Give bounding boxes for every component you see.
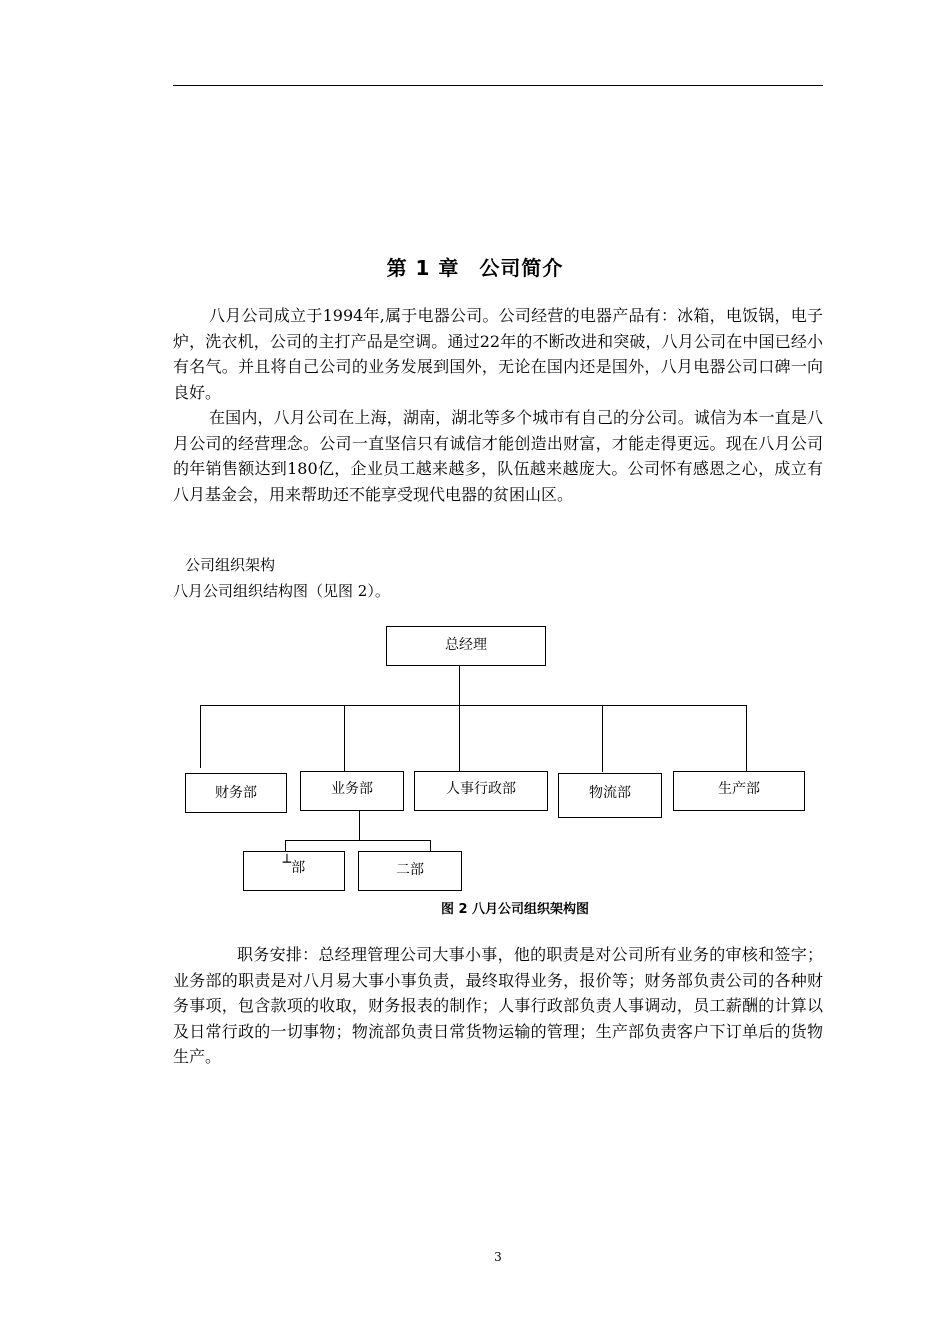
general-manager-label: 总经理: [445, 637, 487, 653]
connector-line: [359, 810, 360, 841]
connector-line: [200, 705, 201, 768]
figure-reference: 八月公司组织结构图（见图 2）。: [173, 582, 390, 600]
finance-dept-label: 财务部: [215, 785, 257, 801]
logistics-dept-label: 物流部: [589, 785, 631, 801]
general-manager-box: [386, 626, 546, 666]
production-dept-label: 生产部: [718, 781, 760, 797]
finance-dept-box: [185, 773, 287, 813]
page-number: 3: [494, 1250, 502, 1264]
duties-paragraph: 职务安排：总经理管理公司大事小事，他的职责是对公司所有业务的审核和签字；业务部的职责是对八月易大事小事负责，最终取得业务，报价等；财务部负责公司的各种财务事项，包含款项的收取，财务报表的制作；人事行政部负责人事调动，员工薪酬的计算以及日常行政的一切事物；物流部负责日常货物运输的管理；生产部负责客户下订单后的货物生产。: [173, 945, 823, 1066]
connector-line: [459, 705, 460, 772]
production-dept-box: [673, 771, 805, 811]
connector-line: [285, 840, 431, 841]
chapter-name: 公司简介: [479, 256, 564, 280]
connector-line: [200, 705, 746, 706]
business-dept-box: [300, 771, 404, 811]
section-heading: 公司组织架构: [185, 556, 276, 574]
intro-paragraph: 八月公司成立于1994年,属于电器公司。公司经营的电器产品有：冰箱，电饭锅，电子炉，洗衣机，公司的主打产品是空调。通过22年的不断改进和突破，八月公司在中国已经小有名气。并且将自己公司的业务发展到国外，无论在国内还是国外，八月电器公司口碑一向良好。: [173, 306, 823, 402]
sub-dept-one-box: [243, 851, 345, 891]
business-dept-label: 业务部: [331, 781, 373, 797]
header-rule: [173, 85, 823, 86]
connector-line: [430, 840, 431, 851]
connector-line: [602, 705, 603, 772]
sub-dept-one-label: 部: [291, 860, 306, 876]
connector-line: [459, 666, 460, 706]
hr-admin-dept-box: [414, 771, 548, 811]
figure-caption: 图 2 八月公司组织架构图: [440, 902, 590, 917]
connector-line: [285, 840, 286, 851]
sub-dept-two-label: 二部: [396, 862, 424, 878]
chapter-number: 第 1 章: [386, 256, 460, 280]
hr-admin-dept-label: 人事行政部: [446, 781, 516, 797]
org-chart: [170, 622, 830, 922]
logistics-dept-box: [558, 773, 662, 818]
connector-line: [344, 705, 345, 772]
chapter-title: [0, 252, 950, 281]
sub-dept-one-mark: ┴: [282, 855, 292, 871]
domestic-paragraph: 在国内，八月公司在上海，湖南，湖北等多个城市有自己的分公司。诚信为本一直是八月公司的经营理念。公司一直坚信只有诚信才能创造出财富，才能走得更远。现在八月公司的年销售额达到180亿，企业员工越来越多，队伍越来越庞大。公司怀有感恩之心，成立有八月基金会，用来帮助还不能享受现代电器的贫困山区。: [173, 408, 823, 504]
sub-dept-two-box: [358, 851, 462, 891]
connector-line: [746, 705, 747, 771]
